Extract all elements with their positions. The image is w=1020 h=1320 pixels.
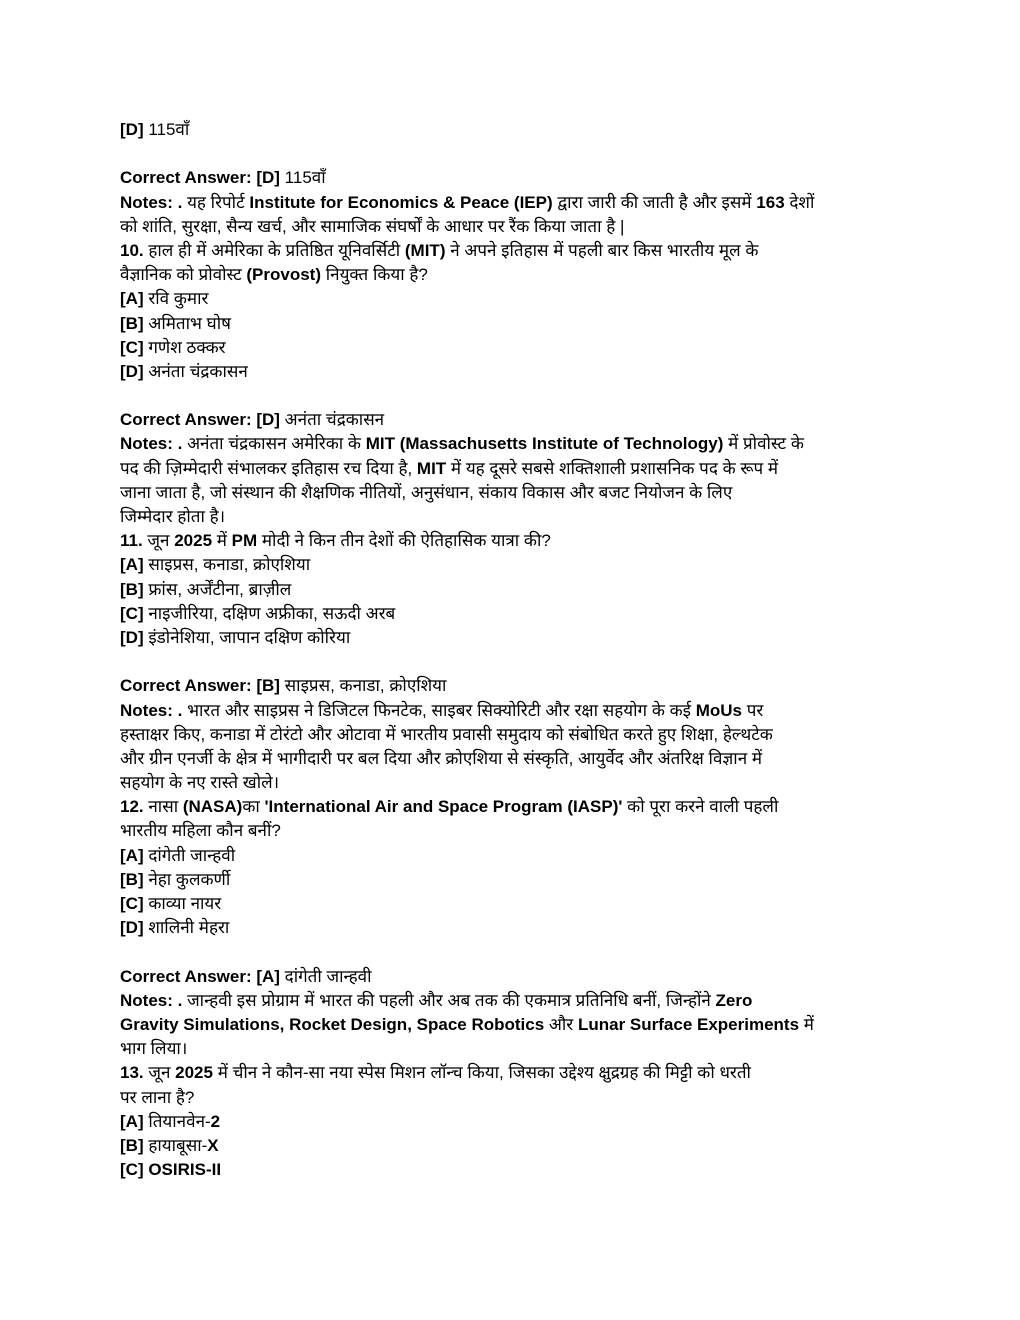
bold-text: [D]: [120, 361, 149, 381]
text: और ग्रीन एनर्जी के क्षेत्र में भागीदारी पर बल दिया और क्रोएशिया से संस्कृति, आयुर्वेद और अंतरिक्ष विज्ञान में: [120, 748, 763, 768]
bold-text: Notes: .: [120, 700, 188, 720]
text-line: [120, 771, 920, 795]
bold-text: (MIT): [404, 240, 446, 260]
text-line: [120, 626, 920, 650]
bold-text: Notes: .: [120, 434, 188, 454]
text-line: [120, 529, 920, 553]
text: साइप्रस, कनाडा, क्रोएशिया: [284, 676, 447, 696]
text: को शांति, सुरक्षा, सैन्य खर्च, और सामाजिक संघर्षों के आधार पर रैंक किया जाता है |: [120, 216, 625, 236]
text-line: [120, 723, 920, 747]
text-line: [120, 287, 920, 311]
text: रवि कुमार: [148, 289, 209, 309]
bold-text: 2: [210, 1111, 221, 1131]
text: हस्ताक्षर किए, कनाडा में टोरंटो और ओटावा में भारतीय प्रवासी समुदाय को संबोधित करते हुए शिक्षा, हेल्थटेक: [120, 724, 773, 744]
text: अनंता चंद्रकासन: [148, 361, 248, 381]
text: साइप्रस, कनाडा, क्रोएशिया: [148, 555, 311, 575]
text: नियुक्त किया है?: [321, 265, 428, 285]
bold-text: [B]: [120, 1135, 149, 1155]
text: दांगेती जान्हवी: [284, 966, 372, 986]
bold-text: 13.: [120, 1063, 149, 1083]
bold-text: Correct Answer: [D]: [120, 410, 285, 430]
text-line: [120, 699, 920, 723]
text: में: [799, 1014, 814, 1034]
text-line: [120, 553, 920, 577]
text: जून: [147, 531, 175, 551]
blank-line: [120, 384, 920, 408]
text-line: [120, 166, 920, 190]
text: यह रिपोर्ट: [187, 192, 250, 212]
bold-text: Institute for Economics & Peace (IEP): [249, 192, 553, 212]
text: दांगेती जान्हवी: [148, 845, 236, 865]
bold-text: [C]: [120, 894, 149, 913]
text: सहयोग के नए रास्ते खोले।: [120, 773, 280, 793]
text: गणेश ठक्कर: [148, 337, 226, 357]
text-line: [120, 360, 920, 384]
text: में चीन ने कौन-सा नया स्पेस मिशन लॉन्च किया, जिसका उद्देश्य क्षुद्रग्रह की मिट्टी को धरती: [212, 1063, 751, 1083]
blank-line: [120, 650, 920, 674]
bold-text: Gravity Simulations, Rocket Design, Space Robotics: [120, 1014, 545, 1034]
text-line: [120, 747, 920, 771]
document-page: [120, 118, 920, 1182]
bold-text: [A]: [120, 845, 149, 865]
text-line: [120, 1110, 920, 1134]
blank-line: [120, 940, 920, 964]
bold-text: Correct Answer: [D]: [120, 168, 285, 188]
bold-text: (NASA): [182, 797, 243, 817]
text: हायाबूसा-: [148, 1135, 208, 1155]
bold-text: 10.: [120, 240, 149, 260]
text-line: [120, 819, 920, 843]
text: नाइजीरिया, दक्षिण अफ्रीका, सऊदी अरब: [148, 603, 396, 623]
text: जान्हवी इस प्रोग्राम में भारत की पहली और अब तक की एकमात्र प्रतिनिधि बनीं, जिन्होंने: [187, 990, 716, 1010]
bold-text: MoUs: [695, 700, 743, 720]
bold-text: X: [207, 1135, 219, 1155]
text: जिम्मेदार होता है।: [120, 507, 226, 526]
bold-text: Notes: .: [120, 192, 188, 212]
bold-text: [D]: [120, 918, 149, 938]
text-line: [120, 263, 920, 287]
text: को पूरा करने वाली पहली: [622, 797, 779, 817]
bold-text: [B]: [120, 313, 149, 333]
text-line: [120, 408, 920, 432]
bold-text: 'International Air and Space Program (IASP)': [264, 797, 623, 817]
text: काव्या नायर: [148, 894, 222, 913]
bold-text: [D]: [120, 120, 149, 139]
text-line: [120, 868, 920, 892]
text: पर लाना है?: [120, 1087, 195, 1107]
text-line: [120, 844, 920, 868]
text-line: [120, 578, 920, 602]
text-line: [120, 1158, 920, 1182]
blank-line: [120, 142, 920, 166]
text-line: [120, 505, 920, 529]
text-line: [120, 1037, 920, 1061]
text: का: [242, 797, 265, 817]
bold-text: Lunar Surface Experiments: [577, 1014, 800, 1034]
text: नासा: [148, 797, 183, 817]
text: ने अपने इतिहास में पहली बार किस भारतीय मूल के: [445, 240, 759, 260]
text: जून: [148, 1063, 176, 1083]
text: वैज्ञानिक को प्रोवोस्ट: [120, 265, 247, 285]
text-line: [120, 965, 920, 989]
text: देशों: [784, 192, 815, 212]
text: तियानवेन-: [148, 1111, 211, 1131]
text-line: [120, 1134, 920, 1158]
bold-text: Correct Answer: [A]: [120, 966, 285, 986]
text-line: [120, 312, 920, 336]
bold-text: Zero: [715, 990, 753, 1010]
bold-text: 2025: [175, 1063, 213, 1083]
text: फ्रांस, अर्जेंटीना, ब्राज़ील: [148, 579, 292, 599]
bold-text: MIT: [416, 458, 447, 478]
text: इंडोनेशिया, जापान दक्षिण कोरिया: [148, 627, 351, 647]
text-line: [120, 191, 920, 215]
text: शालिनी मेहरा: [148, 918, 230, 938]
text: में यह दूसरे सबसे शक्तिशाली प्रशासनिक पद के रूप में: [446, 458, 779, 478]
text: जाना जाता है, जो संस्थान की शैक्षणिक नीतियों, अनुसंधान, संकाय विकास और बजट नियोजन के लिए: [120, 482, 733, 502]
text-line: [120, 795, 920, 819]
text: में प्रोवोस्ट के: [723, 434, 804, 454]
bold-text: [B]: [120, 869, 149, 889]
bold-text: [C] OSIRIS-II: [120, 1160, 222, 1180]
bold-text: [C]: [120, 603, 149, 623]
bold-text: 2025: [174, 531, 213, 551]
text: मोदी ने किन तीन देशों की ऐतिहासिक यात्रा की?: [257, 531, 551, 551]
text: पर: [742, 700, 764, 720]
text-line: [120, 239, 920, 263]
bold-text: [C]: [120, 337, 149, 357]
text-line: [120, 1061, 920, 1085]
text-line: [120, 336, 920, 360]
bold-text: Notes: .: [120, 990, 188, 1010]
bold-text: [A]: [120, 555, 149, 575]
text-line: [120, 916, 920, 940]
bold-text: [D]: [120, 627, 149, 647]
text-line: [120, 215, 920, 239]
text: हाल ही में अमेरिका के प्रतिष्ठित यूनिवर्सिटी: [148, 240, 405, 260]
text: अमिताभ घोष: [148, 313, 231, 333]
text-line: [120, 602, 920, 626]
bold-text: [A]: [120, 289, 149, 309]
bold-text: MIT (Massachusetts Institute of Technology): [365, 434, 724, 454]
bold-text: [B]: [120, 579, 149, 599]
text: पद की ज़िम्मेदारी संभालकर इतिहास रच दिया है,: [120, 458, 417, 478]
bold-text: [A]: [120, 1111, 149, 1131]
text: में: [212, 531, 232, 551]
bold-text: Correct Answer: [B]: [120, 676, 285, 696]
text: भाग लिया।: [120, 1039, 188, 1059]
text: भारतीय महिला कौन बनीं?: [120, 821, 281, 841]
text-line: [120, 989, 920, 1013]
text: और: [544, 1014, 578, 1034]
bold-text: 163: [756, 192, 785, 212]
text-line: [120, 432, 920, 456]
text: अनंता चंद्रकासन: [284, 410, 385, 430]
bold-text: PM: [231, 531, 258, 551]
bold-text: 11.: [120, 531, 148, 551]
text-line: [120, 674, 920, 698]
text-line: [120, 457, 920, 481]
text: 115वाँ: [284, 168, 326, 188]
text-line: [120, 1086, 920, 1110]
text-line: [120, 1013, 920, 1037]
text-line: [120, 118, 920, 142]
text-line: [120, 892, 920, 916]
text: 115वाँ: [148, 120, 190, 139]
text: अनंता चंद्रकासन अमेरिका के: [187, 434, 366, 454]
bold-text: (Provost): [246, 265, 322, 285]
text-line: [120, 481, 920, 505]
bold-text: 12.: [120, 797, 149, 817]
text: द्वारा जारी की जाती है और इसमें: [552, 192, 757, 212]
text: भारत और साइप्रस ने डिजिटल फिनटेक, साइबर सिक्योरिटी और रक्षा सहयोग के कई: [187, 700, 696, 720]
text: नेहा कुलकर्णी: [148, 869, 231, 889]
